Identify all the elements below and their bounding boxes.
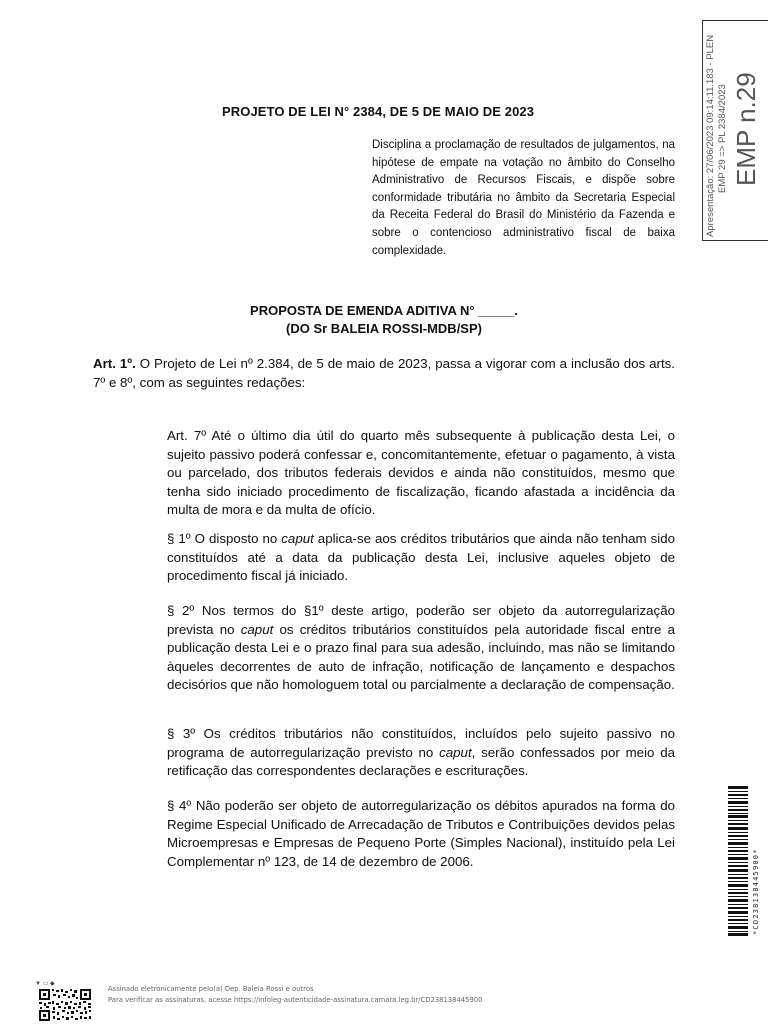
qr-code-icon — [38, 988, 92, 1022]
amendment-heading — [200, 302, 568, 338]
stamp-emp-number: EMP n.29 — [731, 72, 761, 186]
qr-marker: ▼ ▭ ◆ — [35, 981, 55, 987]
amendment-author-line: (DO Sr BALEIA ROSSI-MDB/SP) — [286, 321, 482, 336]
stamp-presentation-date: Apresentação: 27/06/2023 09:14:11.183 - PLEN — [705, 34, 716, 237]
caput-term: caput — [281, 531, 314, 546]
article-1-label: Art. 1º. — [93, 356, 136, 371]
paragraph-1: § 1º O disposto no caput aplica-se aos créditos tributários que ainda não tenham sido constituídos até a data da publicação desta Lei, inclusive aqueles objeto de procedimento fiscal já iniciado. — [167, 531, 675, 583]
bill-title: PROJETO DE LEI N° 2384, DE 5 DE MAIO DE 2023 — [222, 104, 535, 119]
article-1 — [93, 355, 675, 392]
article-1-text: O Projeto de Lei nº 2.384, de 5 de maio de 2023, passa a vigorar com a inclusão dos arts. 7º e 8º, com as seguintes redações: — [93, 356, 675, 390]
barcode-code: *CD238138445900* — [752, 848, 760, 935]
caput-term: caput — [240, 621, 274, 637]
caput-term: caput — [439, 744, 472, 760]
bill-ementa: Disciplina a proclamação de resultados de julgamentos, na hipótese de empate na votação no âmbito do Conselho Administrativo de Recursos Fiscais, e dispõe sobre conformidade tributária no âmbito da Secretaria Especial da Receita Federal do Brasil do Ministério da Fazenda e sobre o contencioso administrativo fiscal de baixa complexidade. — [372, 139, 675, 257]
stamp-reference: EMP 29 => PL 2384/2023 — [717, 84, 728, 193]
paragraph-3: § 3º Os créditos tributários não constituídos, incluídos pelo sujeito passivo no programa de autorregularização previsto no caput, serão confessados por meio da retificação das correspondentes declarações e escriturações. — [167, 726, 676, 778]
amendment-number-line: PROPOSTA DE EMENDA ADITIVA N° _____. — [250, 303, 518, 318]
footer-verify-link[interactable]: Para verificar as assinaturas, acesse https://infoleg-autenticidade-assinatura.camara.leg.br/CD238138445900 — [108, 996, 483, 1004]
article-7-caput: Art. 7º Até o último dia útil do quarto mês subsequente à publicação desta Lei, o sujeito passivo poderá confessar e, concomitantemente, efetuar o pagamento, à vista ou parcelado, dos tributos federais devidos e ainda não constituídos, mesmo que tenha sido iniciado procedimento de fiscalização, ficando afastada a incidência da multa de mora e da multa de ofício. — [167, 428, 675, 517]
paragraph-2: § 2º Nos termos do §1º deste artigo, poderão ser objeto da autorregularização prevista no caput os créditos tributários constituídos pela autoridade fiscal entre a publicação desta Lei e o prazo final para sua adesão, incluindo, mas não se limitando àqueles decorrentes de auto de infração, notificação de lançamento e despachos decisórios que não homologuem total ou parcialmente a declaração de compensação. — [167, 603, 675, 692]
paragraph-4: § 4º Não poderão ser objeto de autorregularização os débitos apurados na forma do Regime Especial Unificado de Arrecadação de Tributos e Contribuições devidos pelas Microempresas e Empresas de Pequeno Porte (Simples Nacional), instituído pela Lei Complementar nº 123, de 14 de dezembro de 2006. — [167, 798, 675, 869]
footer-signed-by: Assinado eletronicamente pelo(a) Dep. Baleia Rossi e outros — [108, 985, 314, 993]
